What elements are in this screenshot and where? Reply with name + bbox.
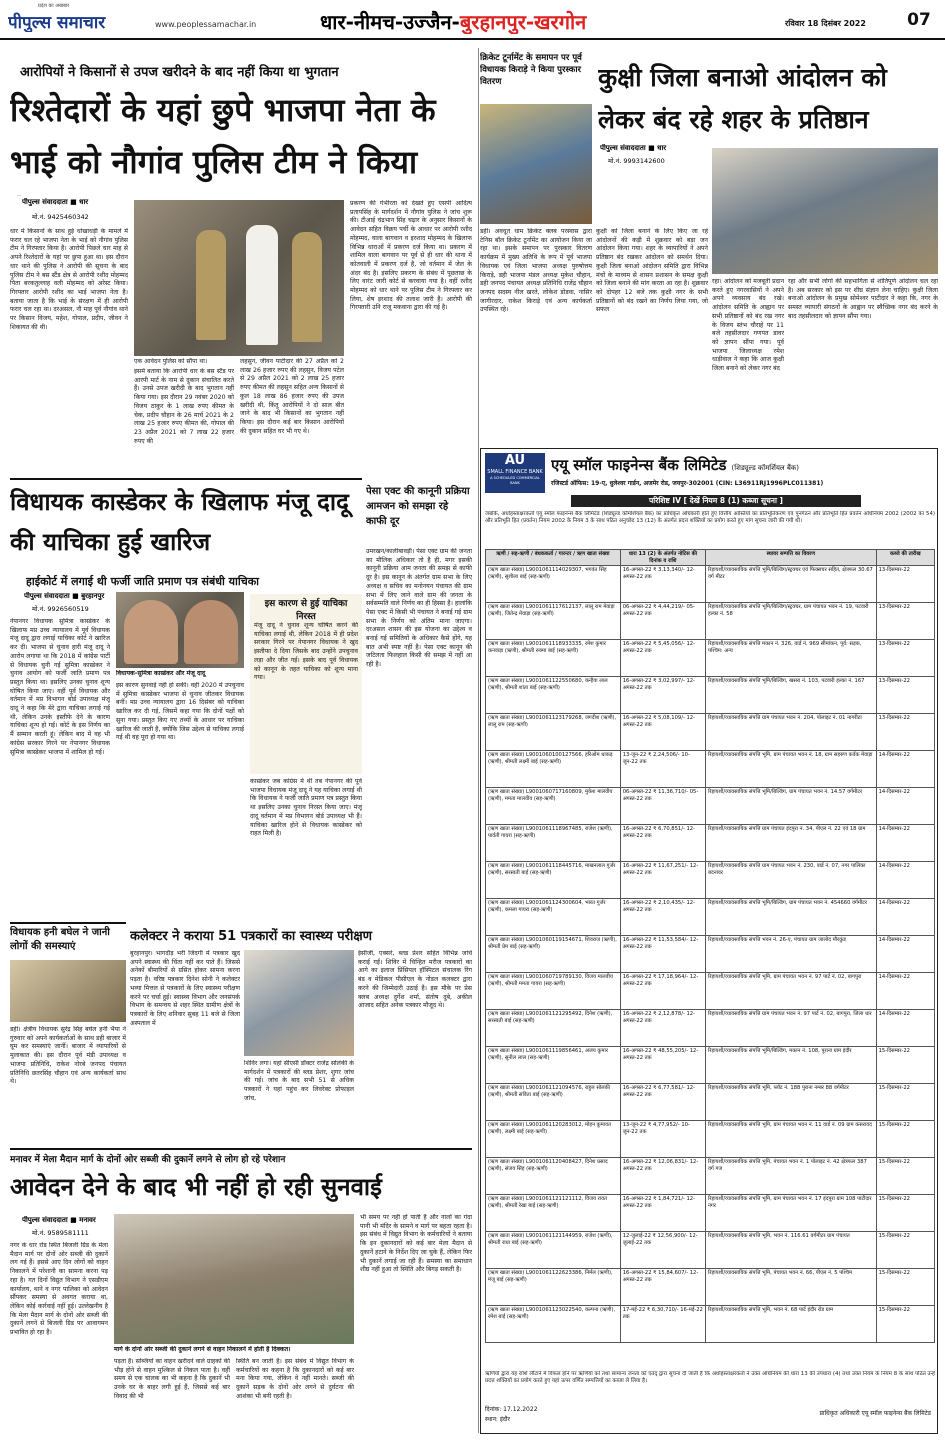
table-row	[486, 1232, 935, 1269]
table-cell: (ऋण खाता संख्या) L9001061121295492, दिनेश (ऋणी), सरस्वती बाई (सह-ऋणी)	[486, 1010, 621, 1047]
health-camp-photo	[244, 950, 354, 1056]
table-row	[486, 1084, 935, 1121]
bank-notice-ad	[480, 448, 938, 1434]
police-figure-icon	[196, 230, 226, 340]
table-cell: (ऋण खाता संख्या) L9001061120283012, मोहन कुमावत (ऋणी), लक्ष्मी बाई (सह-ऋणी)	[486, 1121, 621, 1158]
table-cell: 15-दिसम्बर-22	[876, 1047, 934, 1084]
table-cell: रिहायशी/व्यावसायिक संपत्ति भूमि/बिल्डिंग/स्ट्रक्चर एवं फिक्सचर सहित, क्षेत्रफल 30.67 वर्ग मीटर	[705, 566, 876, 603]
table-cell: 16-अगस्त-22 ₹ 5,45,056/- 12-अगस्त-22 तक	[620, 640, 705, 677]
story-column-3: रहा और सभी लोगों की सहभागिता से शांतिपूर्ण आंदोलन चल रहा है। अब सरकार को इस पर शीघ्र संज्ञान लेना चाहिए। कुक्षी जिला बनाओ आंदोलन के प्रमुख सोमेश्वर पाटीदार ने कहा कि, नगर के समस्त व्यापारी संगठनों के आह्वान पर स्वैच्छिक नगर बंद करने के बाद तहसीलदार को ज्ञापन सौंपा गया।	[788, 278, 938, 320]
table-cell: रिहायशी/व्यावसायिक संपत्ति भूमि, ग्राम पंचायत भवन नं. 11 वार्ड नं. 09 ग्राम कसरावद	[705, 1121, 876, 1158]
story-column-3: ईसीजी, एक्सरे, ब्लड प्रेशर सहित विभिन्न जांचें कराई गईं। शिविर में चिन्हित मरीज पत्रकारों का आगे का इलाज प्रिंसिपल हॉस्पिटल संचालक रिंग बंड व मेडिकल पीसीएल के नोडल कलक्टर द्वारा करने की जिम्मेदारी उठाई है। इस मौके पर प्रेस क्लब अध्यक्ष दुर्गेश शर्मा, संतोष दुबे, अकील आजाद सहित अनेक पत्रकार मौजूद थे।	[358, 950, 472, 1010]
protest-photo	[712, 148, 938, 274]
table-cell: 14-दिसम्बर-22	[876, 936, 934, 973]
table-cell: (ऋण खाता संख्या) L9001061121094576, राहुल सोलंकी (ऋणी), श्रीमती सविता बाई (सह-ऋणी)	[486, 1084, 621, 1121]
portrait-left-icon	[124, 600, 178, 664]
masthead	[0, 0, 945, 40]
table-cell: 14-दिसम्बर-22	[876, 973, 934, 1010]
column-divider	[478, 48, 479, 1433]
bank-logo-sub: A SCHEDULED COMMERCIAL BANK	[490, 476, 540, 485]
table-cell: रिहायशी/व्यावसायिक संपत्ति ग्राम पंचायत भवन नं. 230, वार्ड नं. 07, नगर पालिका बदनावर	[705, 862, 876, 899]
reporter-mobile: मो.नं. 9926560519	[32, 605, 89, 613]
table-cell: (ऋण खाता संख्या) L9001061119856461, अजय कुमार (ऋणी), सुनील लाल (सह-ऋणी)	[486, 1047, 621, 1084]
table-cell: 14-दिसम्बर-22	[876, 1010, 934, 1047]
story-column-1: नेपानगर विधायक सुमित्रा कास्डेकर के खिलाफ मप्र उच्च न्यायालय में पूर्व विधायक मंजू दादू द्वारा लगाई याचिका कोर्ट ने खारिज कर दी। भाजपा से चुनाव हारी मंजू दादू ने आरोप लगाया था कि 2018 में कांग्रेस पार्टी से विधायक चुनी गई सुमित्रा कास्डेकर ने चुनाव आयोग को फर्जी जाति प्रमाण पत्र प्रस्तुत किया था। इसलिए उनका चुनाव शून्य घोषित किया जाए। वहीं पूर्व विधायक और वर्तमान में मप्र विभागन बोर्ड उपाध्यक्ष मंजू दादू ने कहा कि मेरे द्वारा याचिका लगाई गई थी, लेकिन उनके इस्तीफे देने के कारण याचिका शून्य हो गई। कोर्ट के इस निर्णय का मैं सम्मान करती हूं। लेकिन बाद में वह भी कांग्रेस सरकार गिरने पर नेपानगर विधायक सुमित्रा कास्डेकर भाजपा में शामिल हो गई।	[10, 618, 110, 756]
table-cell: (ऋण खाता संख्या) L9001060717160809, मुकेश मालवीय (ऋणी), ममता मालवीय (सह-ऋणी)	[486, 788, 621, 825]
table-cell: (ऋण खाता संख्या) L9001061121144959, राजेश (ऋणी), श्रीमती राधा बाई (सह-ऋणी)	[486, 1232, 621, 1269]
table-cell: 15-दिसम्बर-22	[876, 1232, 934, 1269]
bank-logo	[485, 453, 545, 493]
table-row	[486, 1195, 935, 1232]
table-cell: 14-दिसम्बर-22	[876, 899, 934, 936]
table-cell: 15-दिसम्बर-22	[876, 1084, 934, 1121]
section-title	[320, 8, 740, 34]
table-row	[486, 825, 935, 862]
table-row	[486, 640, 935, 677]
table-cell: 16-अगस्त-22 ₹ 15,84,607/- 12-अगस्त-22 तक	[620, 1269, 705, 1306]
mla-visit-photo	[10, 960, 126, 1022]
story-byline: पीपुल्स संवाददाता ■ मनावर	[22, 1216, 96, 1224]
table-cell: 16-अगस्त-22 ₹ 11,67,251/- 12-अगस्त-22 तक	[620, 862, 705, 899]
table-cell: रिहायशी/व्यावसायिक संपत्ति भूमि, पंचायत भवन नं. 1 पोलाइट नं. 42 क्षेत्रफल 387 वर्ग गज	[705, 1158, 876, 1195]
table-cell: 16-अगस्त-22 ₹ 11,53,584/- 12-अगस्त-22 तक	[620, 936, 705, 973]
notice-place: स्थान: इंदौर	[485, 1416, 511, 1423]
table-cell: 15-दिसम्बर-22	[876, 1121, 934, 1158]
notice-intro: जबकि, अधोहस्ताक्षरकर्ता एयू स्मॉल फाइनेन्स बैंक लिमिटेड (शिड्यूल्ड कॉमर्शियल बैंक) का प्राधिकृत अधिकारी होते हुए वित्तीय आस्तियों का प्रतिभूतिकरण एवं पुनर्गठन और प्रतिभूति हित प्रवर्तन अधिनियम 2002 (2002 का 54) और प्रतिभूति हित (प्रवर्तन) नियम 2002 के नियम 3 के साथ पठित अनुच्छेद 13 (12) के अंतर्गत प्रदत्त शक्तियों का प्रयोग करते हुए मांग सूचना जारी की गयी थी।	[485, 511, 935, 525]
table-cell: (ऋण खाता संख्या) L9001061123022540, कल्पना (ऋणी), रमेश बाई (सह-ऋणी)	[486, 1306, 621, 1343]
story-column-2: पड़ता है। सब्जियों का वाहन खरीदने वाले ग्राहकों की भीड़ होने से वाहन मुश्किल से निकल पाता है। वहीं समय से एक चालक का भी कहना है कि दुकानें भी उनके घर के बाहर लगी हुई हैं, जिससे कई बार विवाद की भी	[114, 1358, 230, 1400]
table-cell: 14-दिसम्बर-22	[876, 862, 934, 899]
story-headline: विधायक हनी बघेल ने जानी लोगों की समस्याएं	[10, 927, 110, 952]
table-cell: 14-दिसम्बर-22	[876, 751, 934, 788]
story-headline: रिश्तेदारों के यहां छुपे भाजपा नेता के भाई को नौगांव पुलिस टीम ने किया	[10, 91, 436, 181]
story-column-1: कुक्षी को जिला बनाने के लिए किए जा रहे आंदोलनों की कड़ी में शुक्रवार को बड़ा जन आंदोलन किया गया। शहर के व्यापारियों ने अपने प्रतिष्ठान बंद रखकर आंदोलन को समर्थन दिया। कुक्षी जिला बनाओ आंदोलन समिति द्वारा विभिन्न मंचों के माध्यम से शासन प्रशासन के समक्ष कुक्षी को जिला बनाने की मांग करता आ रहा है। शुक्रवार को दोपहर 12 बजे तक कुक्षी नगर के सभी प्रतिष्ठानों को बंद रखने का निर्णय लिया गया, जो सफल	[596, 228, 708, 314]
story-subhead: हाईकोर्ट में लगाई थी फर्जी जाति प्रमाण पत्र संबंधी याचिका	[26, 575, 260, 588]
notice-heading: परिशिष्ट IV [ देखें नियम 8 (1) कब्जा सूचना ]	[571, 495, 861, 507]
sidebar-box-title: इस कारण से हुई याचिका निरस्त	[264, 599, 348, 622]
story-headline: कलेक्टर ने कराया 51 पत्रकारों का स्वास्थ्य परीक्षण	[130, 929, 373, 944]
suspect-figure-icon	[246, 225, 278, 345]
table-cell: रिहायशी/व्यावसायिक संपत्ति भूमि/बिल्डिंग/स्ट्रक्चर, ग्राम पंचायत भवन नं. 19, पटवारी हल्का नं. 58	[705, 603, 876, 640]
story-petition	[10, 478, 362, 918]
table-cell: रिहायशी/व्यावसायिक संपत्ति भूमि/बिल्डिंग, खसरा नं. 103, पटवारी हल्का नं. 167	[705, 677, 876, 714]
table-cell: (ऋण खाता संख्या) L9001061121121112, विजय रावत (ऋणी), श्रीमती रेखा बाई (सह-ऋणी)	[486, 1195, 621, 1232]
table-header-row	[486, 550, 935, 566]
table-cell: 15-दिसम्बर-22	[876, 1158, 934, 1195]
table-cell: (ऋण खाता संख्या) L9001061123179268, जगदीश (ऋणी), लालू राम (सह-ऋणी)	[486, 714, 621, 751]
table-cell: रिहायशी/व्यावसायिक संपत्ति ग्राम पंचायत भवन नं. 204, पोलाइट नं. 01 नागरीटा	[705, 714, 876, 751]
cricket-photo	[480, 104, 592, 224]
reporter-mobile: मो.नं. 9993142600	[608, 157, 665, 165]
police-figure-icon	[292, 232, 322, 342]
story-mla-visit	[10, 922, 126, 1142]
section-rule	[10, 922, 126, 924]
table-cell: 13-जून-22 ₹ 2,24,506/- 10-जून-22 तक	[620, 751, 705, 788]
table-cell: रिहायशी/व्यावसायिक संपत्ति भूमि, भवन नं. 116.61 वर्गमीटर ग्राम पंचायत	[705, 1232, 876, 1269]
table-cell: (ऋण खाता संख्या) L9001061118933335, रमेश कुमार कनवाड़ा (ऋणी), श्रीमती रुक्मा बाई (सह-ऋणी)	[486, 640, 621, 677]
table-cell: रिहायशी/व्यावसायिक संपत्ति मकान नं. 326, वार्ड नं. 969 सीमांकन, पूर्व: सड़क, पश्चिम: अन्य	[705, 640, 876, 677]
reporter-mobile: मो.नं. 9425460342	[32, 213, 89, 221]
story-kicker: आरोपियों ने किसानों से उपज खरीदने के बाद नहीं किया था भुगतान	[20, 65, 339, 80]
section-rule	[10, 478, 362, 480]
table-cell: 16-अगस्त-22 ₹ 48,55,205/- 12-अगस्त-22 तक	[620, 1047, 705, 1084]
sidebar-box	[250, 594, 362, 774]
story-column-2: रहा। आंदोलन को मजबूती प्रदान करते हुए नगरवासियों ने अपने अपने व्यवसाय बंद रखे। आंदोलन समिति के आह्वान पर सभी प्रतिष्ठानों को बंद रख नगर के विजय स्तंभ चौराहे पर 11 बजे तहसीलदार गणपत डावर को ज्ञापन सौंपा गया। पूर्व भाजपा जिलाध्यक्ष रमेश धाड़ीवाल ने कहा कि आज कुक्षी जिला बनाने को लेकर नगर बंद	[712, 278, 784, 373]
table-cell: (ऋण खाता संख्या) L9001061120408427, दिनेश प्रसाद (ऋणी), संजय सिंह (सह-ऋणी)	[486, 1158, 621, 1195]
table-row	[486, 973, 935, 1010]
story-text: डही। क्षेत्रीय विधायक सुरेंद्र सिंह बघेल हनी भैया ने गुरुवार को अपने कार्यकर्ताओं के साथ डही बाजार में घूम कर समस्याएं जानीं। बाजार में व्यापारियों से मुलाकात की। इस दौरान पूर्व मंडी उपाध्यक्ष व भाजपा प्रतिनिधि, राकेश नोरबे जनपद पंचायत प्रतिनिधि छतरसिंह चौहान एवं अन्य कार्यकर्ता साथ थे।	[10, 1026, 126, 1086]
table-row	[486, 1269, 935, 1306]
bank-title-note: (शिड्यूल्ड कॉमर्शियल बैंक)	[731, 464, 799, 472]
table-cell: 16-अगस्त-22 ₹ 17,18,964/- 12-अगस्त-22 तक	[620, 973, 705, 1010]
cricket-kicker: क्रिकेट टूर्नामेंट के समापन पर पूर्व विधायक किराड़े ने किया पुरस्कार वितरण	[480, 53, 582, 87]
table-cell: (ऋण खाता संख्या) L9001060119154671, शिवराज (ऋणी), श्रीमती प्रेम बाई (सह-ऋणी)	[486, 936, 621, 973]
table-cell: 15-दिसम्बर-22	[876, 1195, 934, 1232]
portrait-right-icon	[184, 600, 238, 664]
table-cell: (ऋण खाता संख्या) L9001061124300604, भारत गुर्जर (ऋणी), कमला गायरा (सह-ऋणी)	[486, 899, 621, 936]
notice-footer: ऋणियों द्वारा यह राशि लौटाने में विफल होने पर ऋणियों को तथा सामान्य जनता को एतद् द्वारा सूचना दी जाती है कि अधोहस्ताक्षरकर्ता ने उक्त अधिनियम की धारा 13 की उपधारा (4) तथा उक्त नियम के नियम 8 के साथ पठित उन्हें प्रदत्त शक्तियों का प्रयोग करते हुए यहां ऊपर वर्णित सम्पत्तियों का कब्जा ले लिया है।	[485, 1371, 935, 1385]
table-cell: 13-दिसम्बर-22	[876, 566, 934, 603]
table-cell: रिहायशी/व्यावसायिक संपत्ति भूमि/बिल्डिंग, ग्राम पंचायत भवन नं. 454660 वर्गमीटर	[705, 899, 876, 936]
story-manawar	[10, 1148, 472, 1438]
table-cell: 16-अगस्त-22 ₹ 6,70,851/- 12-अगस्त-22 तक	[620, 825, 705, 862]
table-cell: रिहायशी/व्यावसायिक संपत्ति भूमि, ग्राम पंचायत भवन नं. 18, ग्राम सहरुण कर्वक मेवाड़ा	[705, 751, 876, 788]
section-title-red: बुरहानपुर-खरगोन	[459, 10, 587, 34]
story-headline: कुक्षी जिला बनाओ आंदोलन को लेकर बंद रहे शहर के प्रतिष्ठान	[598, 63, 887, 134]
column-header: कब्जे की तारीख	[876, 550, 934, 566]
story-column-2: शिविर लगा। यहां सीएसी डॉक्टर राजेंद्र सोलंकी के मार्गदर्शन में पत्रकारों की ब्लड प्रेशर, शुगर जांच की गई। जांच के बाद सभी 51 से अधिक पत्रकारों ने यहां पहुंच कर लिवरेक्ट प्रोफाइल जांच,	[244, 1060, 354, 1102]
story-column-3: कास्डेकर जब कांग्रेस में थी तब नेपानगर की पूर्व भाजपा विधायक मंजू दादू ने यह याचिका लगाई थी कि विधायक ने फर्जी जाति प्रमाण पत्र प्रस्तुत किया था इसलिए उनका चुनाव निरस्त किया जाए। मंजू दादू वर्तमान में मप्र विभागन बोर्ड उपाध्यक्ष भी हैं। याचिका खारिज होने से विधायक कास्डेकर को राहत मिली है।	[250, 778, 362, 838]
section-title-black: धार-नीमच-उज्जैन-	[320, 10, 460, 34]
table-cell: 16-अगस्त-22 ₹ 12,06,831/- 12-अगस्त-22 तक	[620, 1158, 705, 1195]
story-kicker: मनावर में मेला मैदान मार्ग के दोनों ओर सब्जी की दुकानें लगने से लोग हो रहे परेशान	[10, 1155, 286, 1165]
story-byline: पीपुल्स संवाददाता ■ धार	[600, 144, 667, 152]
story-health-camp	[130, 926, 472, 1142]
table-cell: रिहायशी/व्यावसायिक संपत्ति भूमि, प्लॉट नं. 188 पुराना नम्बर 88 वर्गमीटर	[705, 1084, 876, 1121]
cricket-text: डही। अवधूत धाम क्रिकेट क्लब परस्वास द्वारा टेनिस बॉल क्रिकेट टूर्नामेंट का आयोजन किया जा रहा था। इसके समापन पर पुरस्कार वितरण कार्यक्रम में मुख्य अतिथि के रूप में पूर्व भाजपा विधायक एवं जिला भाजपा अध्यक्ष पुरुषोत्तम किराड़े, डही भाजपा मंडल अध्यक्ष मुकेश चौहान, डही जनपद पंचायत अध्यक्ष प्रतिनिधि राजेंद्र चौहान जनपद सदस्य नील खरते, लोकेश डोडवा, नासिर जागीरदार, राकेश किराड़े एवं अन्य कार्यकर्ता उपस्थित रहे।	[480, 228, 592, 314]
possession-table-wrap	[485, 549, 935, 1367]
story-column-4: भी समय पर नहीं हो पाती है और नालों का गंदा पानी भी मंदिर के सामने व मार्ग पर बहता रहता है। इस संबंध में विद्युत विभाग के कर्मचारियों ने बताया कि इन दुकानदारों को कई बार मेला मैदान से दुकानें हटाने के निर्देश दिए जा चुके हैं, लेकिन फिर भी दुकानें लगाई जा रही हैं। समस्या का समाधान शीघ्र नहीं हुआ तो स्थिति और बिगड़ सकती है।	[360, 1214, 472, 1274]
table-cell: 13-दिसम्बर-22	[876, 677, 934, 714]
column-header: ऋणी / सह-ऋणी / बंधककर्ता / गारन्टर / ऋण खाता संख्या	[486, 550, 621, 566]
table-cell: 16-अगस्त-22 ₹ 3,02,997/- 12-अगस्त-22 तक	[620, 677, 705, 714]
table-cell: 14-दिसम्बर-22	[876, 788, 934, 825]
table-cell: रिहायशी/व्यावसायिक संपत्ति भूमि, पंचायत भवन नं. 66, पीएल नं. 5 पश्चिम	[705, 1269, 876, 1306]
table-cell: (ऋण खाता संख्या) L9001060719789130, विजय मालवीय (ऋणी), श्रीमती ममता गायरा (सह-ऋणी)	[486, 973, 621, 1010]
photo-caption: एक आवेदन पुलिस को सौंपा था।	[134, 358, 208, 365]
story-headline: आवेदन देने के बाद भी नहीं हो रही सुनवाई	[10, 1173, 382, 1201]
table-cell: रिहायशी/व्यावसायिक संपत्ति ग्राम पंचायत इंदपुरा नं. 34, पीएल नं. 22 एवं 18 ग्राम	[705, 825, 876, 862]
table-cell: 16-अगस्त-22 ₹ 6,77,581/- 12-अगस्त-22 तक	[620, 1084, 705, 1121]
table-cell: रिहायशी/व्यावसायिक संपत्ति भूमि/बिल्डिंग, ग्राम पंचायत भवन नं. 14.57 वर्गमीटर	[705, 788, 876, 825]
table-row	[486, 751, 935, 788]
table-cell: रिहायशी/व्यावसायिक संपत्ति भूमि, भवन नं. 68 पार्ट इंदौर रोड ग्राम	[705, 1306, 876, 1343]
story-column-4: प्रकरण की गंभीरता को देखते हुए एसपी आदित्य प्रतापसिंह के मार्गदर्शन में नौगांव पुलिस ने जांच शुरू की। टीआई चंद्रभान सिंह चढ़ार के अनुसार किसानों के आवेदन सहित विक्रय पर्ची के आधार पर आरोपी रशीद मोहम्मद, वाला बागवान व इरशाद मोहम्मद के खिलाफ विभिन्न धाराओं में प्रकरण दर्ज किया था। प्रकरण में शामिल वाला बागवान पर पूर्व से ही धार की थाना में कोतवाली में प्रकरण दर्ज है, जो वर्तमान में जेल के अंदर बंद है। इसलिए प्रकरण के संबंध में पूछताछ के लिए वारंट जारी कोर्ट से करवाया गया है। वहीं रशीद मोहम्मद को धार थाने पर पुलिस टीम ने गिरफ्तार कर लिया, शेष इरशाद की तलाश जारी है। आरोपी की गिरफ्तारी उनि राजू मकवाना द्वारा की गई है।	[350, 200, 472, 312]
table-cell: 12-जुलाई-22 ₹ 12,56,900/- 12-जुलाई-22 तक	[620, 1232, 705, 1269]
table-cell: 13-जून-22 ₹ 4,77,952/- 10-जून-22 तक	[620, 1121, 705, 1158]
table-cell: 16-अगस्त-22 ₹ 2,12,878/- 12-अगस्त-22 तक	[620, 1010, 705, 1047]
table-cell: 13-दिसम्बर-22	[876, 714, 934, 751]
bank-title	[551, 455, 935, 477]
market-photo	[114, 1214, 354, 1344]
logo-tagline: प्रदेश का अखबार	[38, 3, 70, 9]
story-byline: पीपुल्स संवाददाता ■ धार	[22, 198, 89, 206]
story-arrest	[10, 60, 472, 465]
bank-logo-name: SMALL FINANCE BANK	[487, 469, 543, 475]
table-cell: रिहायशी/व्यावसायिक संपत्ति ग्राम पंचायत भवन नं. 97 पार्ट नं. 02, बागपुरा, जिला धार	[705, 1010, 876, 1047]
masthead-rule	[0, 38, 945, 40]
table-cell: 16-अगस्त-22 ₹ 3,13,340/- 12-अगस्त-22 तक	[620, 566, 705, 603]
mla-photos	[116, 592, 244, 668]
table-cell: रिहायशी/व्यावसायिक संपत्ति भूमि/बिल्डिंग, मकान नं. 108, पुराना ग्राम इंदौर	[705, 1047, 876, 1084]
table-cell: 14-दिसम्बर-22	[876, 825, 934, 862]
column-header: स्थावर सम्पत्ति का विवरण	[705, 550, 876, 566]
story-column-2: इसमें बताया कि आरोपी धार के बस स्टैंड पर आरपी मार्ट के नाम से दुकान संचालित करते हैं। उनसे उपज खरीदी के बाद भुगतान नहीं किया गया। इस दौरान 29 नवंबर 2020 को विजय ठाकुर के 1 लाख रुपए कीमत के चेक, प्रदीप चौहान के 26 मार्च 2021 के 2 लाख 25 हजार रुपए कीमत की, गोपाल की 23 अप्रैल 2021 को 7 लाख 22 हजार रुपए की	[134, 368, 234, 445]
story-kukshi	[480, 52, 938, 447]
sidebar-box-text: मंजू दादू ने चुनाव शून्य घोषित करने की याचिका लगाई थी, लेकिन 2018 में ही प्रदेश सरकार गिरने पर नेपानगर विधायक ने खुद इस्तीफा दे दिया जिसके बाद उन्होंने उपचुनाव लड़ा और जीत गई। इसके बाद पूर्व विधायक को कानून के तहत याचिका को शून्य माना गया।	[254, 622, 358, 682]
bank-address: रजिस्टर्ड ऑफिस: 19-ए, धुलेश्वर गार्डन, अजमेर रोड, जयपुर-302001 (CIN: L36911RJ1996PLC011381)	[551, 480, 824, 487]
table-cell: रिहायशी/व्यावसायिक संपत्ति भूमि, ग्राम पंचायत भवन नं. 97 पार्ट नं. 02, बागपुरा	[705, 973, 876, 1010]
table-cell: (ऋण खाता संख्या) L9001061118967485, राजेश (ऋणी), पार्वती गायरा (सह-ऋणी)	[486, 825, 621, 862]
section-rule	[10, 1148, 472, 1150]
table-cell: 13-दिसम्बर-22	[876, 603, 934, 640]
arrest-photo	[134, 200, 344, 356]
table-cell: 15-दिसम्बर-22	[876, 1306, 934, 1343]
table-row	[486, 788, 935, 825]
table-cell: 16-अगस्त-22 ₹ 1,84,721/- 12-अगस्त-22 तक	[620, 1195, 705, 1232]
story-column-1: बुरहानपुर। भागदौड़ भरी जिंदगी में पत्रकार खुद अपने स्वास्थ्य की चिंता नहीं कर पाते हैं। जिससे अनेकों बीमारियों से ग्रसित होकर सामना करना पड़ता है। वरिष्ठ पत्रकार दिनेश सोनी ने कलेक्टर भव्या मित्तल से पत्रकारों के लिए स्वास्थ्य परीक्षण करने पर चर्चा हुई। स्वास्थ्य विभाग और जनसंपर्क विभाग के समन्वय से शहर स्थित ग्रामीण क्षेत्रों के पत्रकारों के लिए शनिवार सुबह 11 बजे से जिला अस्पताल में	[130, 950, 240, 1027]
table-cell: (ऋण खाता संख्या) L9001061114029307, भगवंत सिंह (ऋणी), सुशीला बाई (सह-ऋणी)	[486, 566, 621, 603]
table-cell: (ऋण खाता संख्या) L9001060100127566, हरिओम धाकड़ (ऋणी), श्रीमती लक्ष्मी बाई (सह-ऋणी)	[486, 751, 621, 788]
possession-table	[485, 549, 935, 1343]
bank-title-name: एयू स्मॉल फाइनेन्स बैंक लिमिटेड	[551, 456, 727, 474]
table-cell: 16-अगस्त-22 ₹ 2,10,435/- 12-अगस्त-22 तक	[620, 899, 705, 936]
table-row	[486, 1306, 935, 1343]
table-cell: 13-दिसम्बर-22	[876, 640, 934, 677]
table-cell: 16-अगस्त-22 ₹ 5,08,109/- 12-अगस्त-22 तक	[620, 714, 705, 751]
table-row	[486, 603, 935, 640]
page-number: 07	[907, 10, 931, 30]
story-column-1: धार में किसानों के साथ हुई धोखाधड़ी के मामले में फरार चल रहे भाजपा नेता के भाई को नौगांव पुलिस टीम ने गिरफ्तार किया है। आरोपी पिछले चार माह से अपने रिश्तेदारों के यहां पर छुपा हुआ था। इस दौरान धार थाने की पुलिस ने आरोपी की सूचना के बाद पुलिस टीम ने बस स्टैंड क्षेत्र से आरोपी रशीद मोहम्मद पिता बरकतुल्लाह वली मोहम्मद को अरेस्ट किया। गिरफ्तार आरोपी रशीद का भाई भाजपा नेता है। बताया जाता है कि भाई के संरक्षण में ही आरोपी फरार चल रहा था। दरअसल, नौ माह पूर्व नौगांव थाने पर किसान विजय, महेश, गोपाल, प्रदीप, जीवन ने शिकायत की थी।	[10, 228, 128, 331]
story-headline: पेसा एक्ट की कानूनी प्रक्रिया आमजन को समझा रहे काफी दूर	[366, 486, 470, 527]
notice-date: दिनांक: 17.12.2022	[485, 1406, 538, 1413]
bank-logo-mark: AU	[504, 453, 526, 468]
table-cell: रिहायशी/व्यावसायिक संपत्ति भवन नं. 26-ए, पंचायत ग्राम जालोद मौरकुंड	[705, 936, 876, 973]
table-cell: (ऋण खाता संख्या) L9001061122623386, निर्मल (ऋणी), मंजू बाई (सह-ऋणी)	[486, 1269, 621, 1306]
story-column-2: इस कारण सुनवाई नहीं हो सकी। वहीं 2020 में उपचुनाव में सुमित्रा कास्डेकर भाजपा से चुनाव जीतकर विधायक बनीं। मप्र उच्च न्यायालय द्वारा 16 दिसंबर को याचिका खारिज कर दी गई, जिसमें कहा गया कि दोनों पक्षों को सुना गया। प्रस्तुत किए गए तथ्यों के आधार पर याचिका खारिज की जाती है, क्योंकि जिस उद्देश्य से याचिका लगाई गई थी वह पूरा हो गया था।	[116, 682, 244, 742]
table-row	[486, 1047, 935, 1084]
website-url: www.peoplessamachar.in	[155, 20, 257, 29]
photo-caption: मार्ग के दोनों ओर सब्जी की दुकानें लगने से वाहन निकालने में होती है दिक्कत।	[114, 1346, 291, 1353]
column-header: धारा 13 (2) के अंतर्गत नोटिस की दिनांक व राशि	[620, 550, 705, 566]
table-cell: 06-अगस्त-22 ₹ 11,36,710/- 05-अगस्त-22 तक	[620, 788, 705, 825]
table-cell: (ऋण खाता संख्या) L9001061117612137, लालू राम मेवाड़ा (ऋणी), जितेन्द्र मेवाड़ा (सह-ऋणी)	[486, 603, 621, 640]
story-column-3: स्थिति बन जाती है। इस संबंध में विद्युत विभाग के कर्मचारियों का कहना है कि दुकानदारों को कई बार मना किया गया, लेकिन वे नहीं मानते। सब्जी की दुकानें सड़क के दोनों ओर लगने से दुर्घटना की आशंका भी बनी रहती है।	[236, 1358, 354, 1400]
table-row	[486, 714, 935, 751]
story-text: उमरखन/कालीबावड़ी। पेसा एक्ट ग्राम की जनता का मौलिक अधिकार तो है ही, मगर इसकी कानूनी प्रक्रिया आम जनता की समझ से काफी दूर है। इस कानून के अंतर्गत ग्राम सभा के लिए अध्यक्ष व सचिव का मनोनयन पंचायत की ग्राम सभा में लिए जाने वाले ग्राम की जनता के सर्वसम्मति वाले निर्णय का ही हिस्सा है। हालांकि पेसा एक्ट में किसी भी पंचायत ने बनाई गई ग्राम सभा के निर्णय को अंतिम माना जाएगा। दरअसल शासन की इस योजना का उद्देश्य व बनाई गई समितियों के अधिकार कैसे होंगे, यह बात अभी स्पष्ट नहीं है। पेसा एक्ट कानून की जटिलता फिलहाल किसी की समझ में नहीं आ रही है।	[366, 548, 472, 669]
table-cell: (ऋण खाता संख्या) L9001061118445716, माखनलाल गुर्जर (ऋणी), सरस्वती बाई (सह-ऋणी)	[486, 862, 621, 899]
table-row	[486, 862, 935, 899]
table-cell: 17-मई-22 ₹ 6,30,710/- 16-मई-22 तक	[620, 1306, 705, 1343]
table-cell: (ऋण खाता संख्या) L9001061122550680, कन्हैया लाल (ऋणी), श्रीमती शांता बाई (सह-ऋणी)	[486, 677, 621, 714]
story-headline: विधायक कास्डेकर के खिलाफ मंजू दादू की याचिका हुई खारिज	[10, 488, 349, 556]
table-row	[486, 566, 935, 603]
table-row	[486, 1010, 935, 1047]
table-row	[486, 936, 935, 973]
table-row	[486, 899, 935, 936]
issue-date: रविवार 18 दिसंबर 2022	[785, 19, 866, 28]
photo-caption: विधायक-सुमित्रा कास्डेकर और मंजू दादू	[116, 670, 206, 677]
story-pesa	[366, 484, 472, 918]
authorized-signatory: प्राधिकृत अधिकारी एयू स्मॉल फाइनेन्स बैंक लिमिटेड	[819, 1410, 931, 1417]
newspaper-logo: पीपुल्स समाचार	[8, 13, 106, 32]
reporter-mobile: मो.नं. 9589581111	[32, 1229, 89, 1237]
table-cell: 15-दिसम्बर-22	[876, 1269, 934, 1306]
story-column-1: नगर के धार रोड स्थित बिजली ग्रिड के मेला मैदान मार्ग पर दोनों ओर सब्जी की दुकानें लग गई हैं। इससे आए दिन लोगों को वाहन निकालने में परेशानी का सामना करना पड़ रहा है। गत दिनों विद्युत विभाग ने एसडीएम कार्यालय, थाने व नगर पालिका को आवेदन सौंपकर समस्या से अवगत कराया था, लेकिन कोई कार्रवाई नहीं हुई। उल्लेखनीय है कि मेला मैदान मार्ग के दोनों ओर सब्जी की दुकानें लगने से बिजली ग्रिड पर आवागमन प्रभावित हो रहा है।	[10, 1242, 108, 1337]
table-row	[486, 1158, 935, 1195]
table-row	[486, 677, 935, 714]
table-row	[486, 1121, 935, 1158]
story-byline: पीपुल्स संवाददाता ■ बुरहानपुर	[24, 592, 105, 600]
table-cell: रिहायशी/व्यावसायिक संपत्ति भूमि, ग्राम पंचायत भवन नं. 17 इंदपुरा ग्राम 108 पाटीदार नगर	[705, 1195, 876, 1232]
story-column-3: लहसुन, जीवन पाटीदार की 27 अप्रैल को 2 लाख 26 हजार रुपए की लहसुन, विजय पटेल से 29 अप्रैल 2021 को 2 लाख 25 हजार रुपए कीमत की लहसुन सहित अन्य किसानों से कुल 18 लाख 86 हजार रुपए की उपज खरीदी थी, किंतु आरोपियों ने दो साल बीत जाने के बाद भी किसानों का भुगतान नहीं किया। इस दौरान कई बार किसान आरोपियों की दुकान सहित घर भी गए थे।	[240, 358, 344, 435]
table-cell: 06-अगस्त-22 ₹ 4,44,219/- 05-अगस्त-22 तक	[620, 603, 705, 640]
